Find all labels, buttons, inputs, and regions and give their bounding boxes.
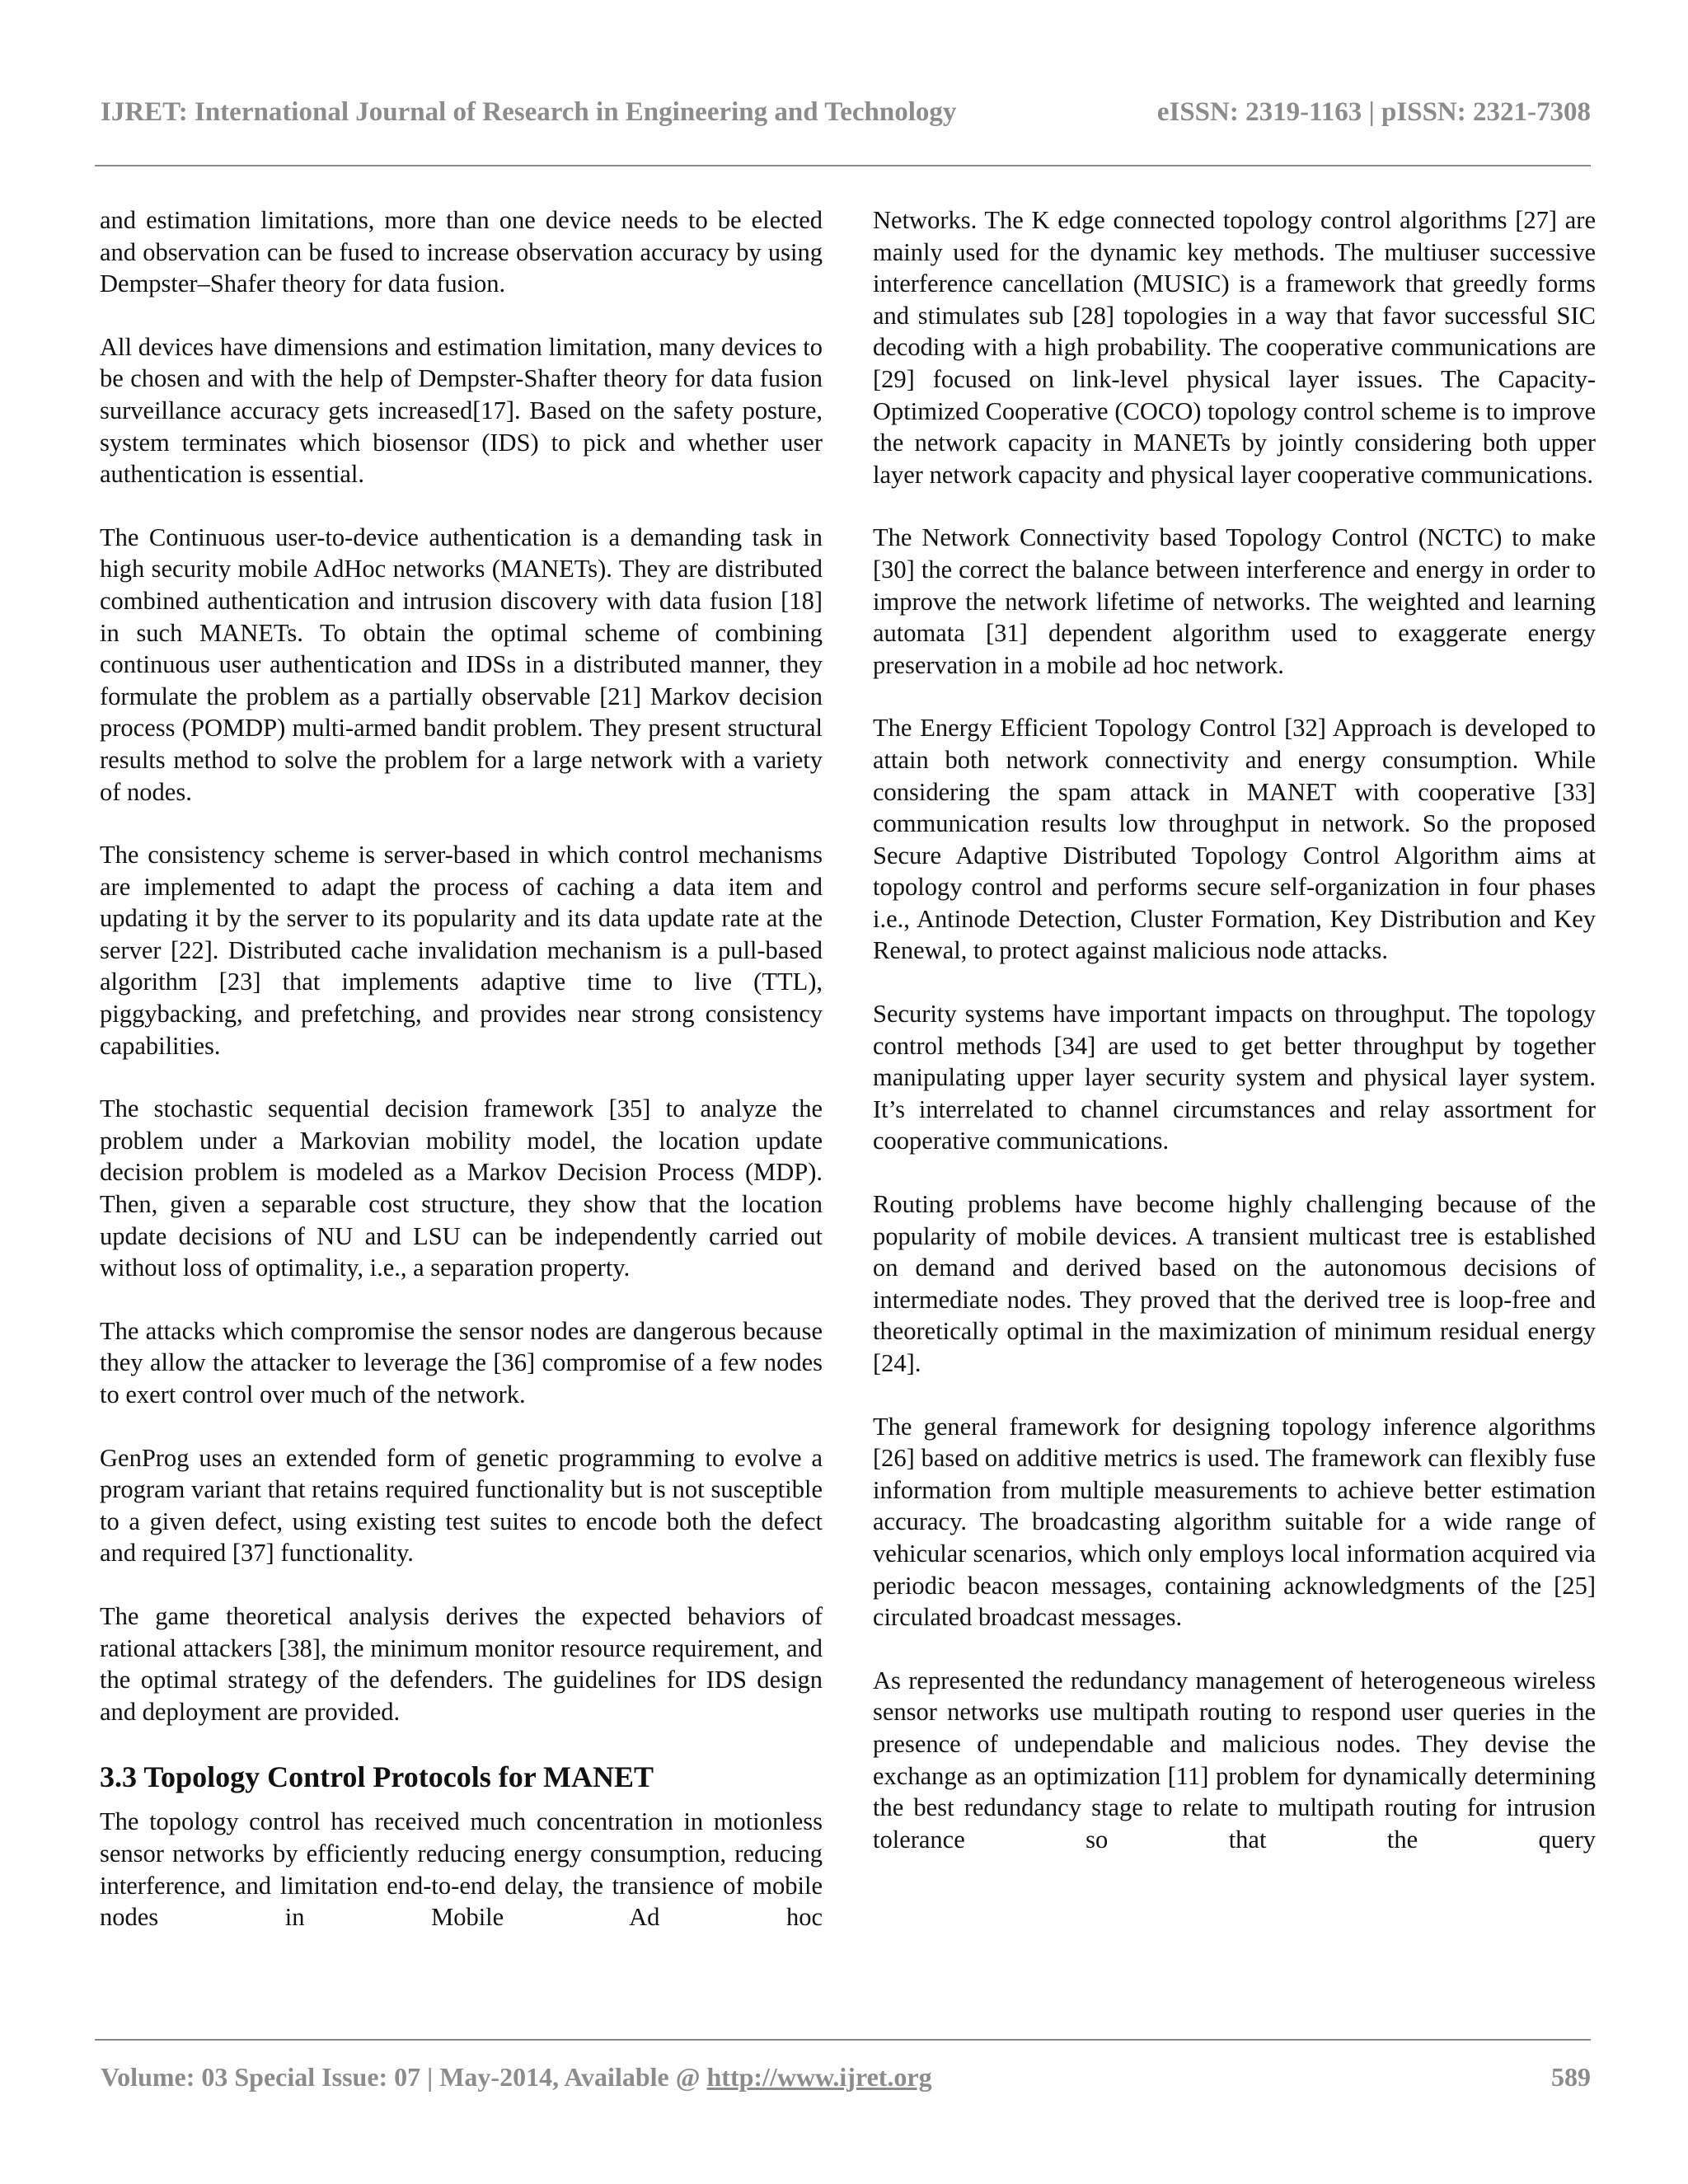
- paragraph: The Continuous user-to-device authentication is a demanding task in high security mobile AdHoc networks (MANETs). They are distributed combined authentication and intrusion discovery with data fusion [18] in such MANETs. To obtain the optimal scheme of combining continuous user authentication and IDSs in a distributed manner, they formulate the problem as a partially observable [21] Markov decision process (POMDP) multi-armed bandit problem. They present structural results method to solve the problem for a large network with a variety of nodes.: [100, 523, 823, 806]
- paragraph: The game theoretical analysis derives the expected behaviors of rational attackers [38], the minimum monitor resource requirement, and the optimal strategy of the defenders. The guidelines for IDS design and deployment are provided.: [100, 1601, 823, 1726]
- footer-volume: [101, 2062, 932, 2093]
- right-column: [873, 204, 1596, 1855]
- paragraph: Security systems have important impacts on throughput. The topology control methods [34] are used to get better throughput by together manipulating upper layer security system and physical layer system. It’s interrelated to channel circumstances and relay assortment for cooperative communications.: [873, 1000, 1596, 1155]
- volume-text: Volume: 03 Special Issue: 07 | May-2014, Available @: [101, 2062, 707, 2092]
- journal-link[interactable]: http://www.ijret.org: [706, 2062, 932, 2092]
- paragraph: Routing problems have become highly challenging because of the popularity of mobile devices. A transient multicast tree is established on demand and derived based on the autonomous decisions of intermediate nodes. They proved that the derived tree is loop-free and theoretically optimal in the maximization of minimum residual energy [24].: [873, 1190, 1596, 1377]
- paragraph: GenProg uses an extended form of genetic programming to evolve a program variant that retains required functionality but is not susceptible to a given defect, using existing test suites to encode both the defect and required [37] functionality.: [100, 1443, 823, 1568]
- left-column: [100, 204, 823, 1933]
- footer-divider: [95, 2039, 1591, 2041]
- paragraph: As represented the redundancy management of heterogeneous wireless sensor networks use multipath routing to respond user queries in the presence of undependable and malicious nodes. They devise the exchange as an optimization [11] problem for dynamically determining the best redundancy stage to relate to multipath routing for intrusion tolerance so that the query: [873, 1666, 1596, 1854]
- issn-label: eISSN: 2319-1163 | pISSN: 2321-7308: [1156, 97, 1591, 127]
- paragraph: The consistency scheme is server-based in which control mechanisms are implemented to adapt the process of caching a data item and updating it by the server to its popularity and its data update rate at the server [22]. Distributed cache invalidation mechanism is a pull-based algorithm [23] that implements adaptive time to live (TTL), piggybacking, and prefetching, and provides near strong consistency capabilities.: [100, 841, 823, 1060]
- header-divider: [95, 165, 1591, 166]
- paragraph: The Network Connectivity based Topology Control (NCTC) to make [30] the correct the balance between interference and energy in order to improve the network lifetime of networks. The weighted and learning automata [31] dependent algorithm used to exaggerate energy preservation in a mobile ad hoc network.: [873, 523, 1596, 679]
- paragraph: The general framework for designing topology inference algorithms [26] based on additive metrics is used. The framework can flexibly fuse information from multiple measurements to achieve better estimation accuracy. The broadcasting algorithm suitable for a wide range of vehicular scenarios, which only employs local information acquired via periodic beacon messages, containing acknowledgments of the [25] circulated broadcast messages.: [873, 1412, 1596, 1632]
- paragraph: The attacks which compromise the sensor nodes are dangerous because they allow the attacker to leverage the [36] compromise of a few nodes to exert control over much of the network.: [100, 1316, 823, 1408]
- paragraph: All devices have dimensions and estimation limitation, many devices to be chosen and with the help of Dempster-Shafter theory for data fusion surveillance accuracy gets increased[17]. Based on the safety posture, system terminates which biosensor (IDS) to pick and whether user authentication is essential.: [100, 332, 823, 489]
- paragraph: The topology control has received much concentration in motionless sensor networks by efficiently reducing energy consumption, reducing interference, and limitation end-to-end delay, the transience of mobile nodes in Mobile Ad hoc: [100, 1807, 823, 1932]
- paragraph: The Energy Efficient Topology Control [32] Approach is developed to attain both network connectivity and energy consumption. While considering the spam attack in MANET with cooperative [33] communication results low throughput in network. So the proposed Secure Adaptive Distributed Topology Control Algorithm aims at topology control and performs secure self-organization in four phases i.e., Antinode Detection, Cluster Formation, Key Distribution and Key Renewal, to protect against malicious node attacks.: [873, 714, 1596, 965]
- journal-title: IJRET: International Journal of Research in Engineering and Technology: [101, 97, 957, 127]
- section-heading: 3.3 Topology Control Protocols for MANET: [100, 1760, 654, 1794]
- paragraph: The stochastic sequential decision framework [35] to analyze the problem under a Markovian mobility model, the location update decision problem is modeled as a Markov Decision Process (MDP). Then, given a separable cost structure, they show that the location update decisions of NU and LSU can be independently carried out without loss of optimality, i.e., a separation property.: [100, 1094, 823, 1282]
- paragraph: Networks. The K edge connected topology control algorithms [27] are mainly used for the dynamic key methods. The multiuser successive interference cancellation (MUSIC) is a framework that greedly forms and stimulates sub [28] topologies in a way that favor successful SIC decoding with a high probability. The cooperative communications are [29] focused on link-level physical layer issues. The Capacity-Optimized Cooperative (COCO) topology control scheme is to improve the network capacity in MANETs by jointly considering both upper layer network capacity and physical layer cooperative communications.: [873, 206, 1596, 489]
- page-number: 589: [1551, 2062, 1591, 2092]
- paragraph: and estimation limitations, more than one device needs to be elected and observation can be fused to increase observation accuracy by using Dempster–Shafer theory for data fusion.: [100, 206, 823, 298]
